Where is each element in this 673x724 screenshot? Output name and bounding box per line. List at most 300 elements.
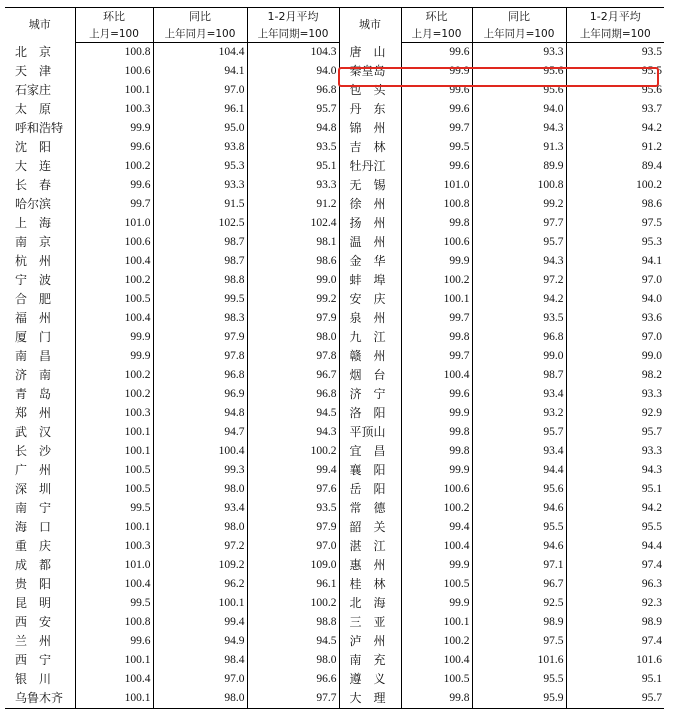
left-mom-cell: 100.3 — [75, 100, 153, 119]
right-yoy-cell: 99.0 — [472, 347, 566, 366]
right-city-cell: 秦皇岛 — [339, 62, 401, 81]
left-yoy-cell: 99.4 — [153, 613, 247, 632]
table-row — [5, 176, 664, 195]
left-city-cell: 西 安 — [15, 615, 52, 629]
left-yoy-cell: 96.9 — [153, 385, 247, 404]
right-avg-cell: 93.3 — [566, 385, 664, 404]
left-city-cell: 长 春 — [15, 178, 52, 192]
right-avg-cell: 98.9 — [566, 613, 664, 632]
right-mom-cell: 100.1 — [401, 613, 472, 632]
right-yoy-cell: 93.4 — [472, 442, 566, 461]
right-city-cell: 温 州 — [339, 233, 401, 252]
right-avg-cell: 91.2 — [566, 138, 664, 157]
table-row — [5, 423, 664, 442]
left-city-cell: 南 昌 — [15, 349, 52, 363]
left-avg-cell: 98.8 — [247, 613, 339, 632]
left-yoy-cell: 93.3 — [153, 176, 247, 195]
left-city-cell: 太 原 — [15, 102, 52, 116]
right-mom-cell: 100.2 — [401, 632, 472, 651]
right-city-cell: 徐 州 — [339, 195, 401, 214]
left-mom-cell: 99.5 — [75, 594, 153, 613]
right-mom-cell: 100.5 — [401, 575, 472, 594]
right-mom-cell: 100.4 — [401, 651, 472, 670]
right-city-cell: 济 宁 — [339, 385, 401, 404]
right-mom-cell: 99.6 — [401, 385, 472, 404]
right-mom-cell: 99.9 — [401, 404, 472, 423]
header-avg-right: 1-2月平均 — [566, 8, 664, 27]
left-avg-cell: 109.0 — [247, 556, 339, 575]
table-row — [5, 385, 664, 404]
table-row — [5, 537, 664, 556]
right-yoy-cell: 93.5 — [472, 309, 566, 328]
left-mom-cell: 99.5 — [75, 499, 153, 518]
left-yoy-cell: 95.0 — [153, 119, 247, 138]
table-row — [5, 252, 664, 271]
right-avg-cell: 94.2 — [566, 499, 664, 518]
right-avg-cell: 97.4 — [566, 556, 664, 575]
left-mom-cell: 99.6 — [75, 138, 153, 157]
table-row — [5, 461, 664, 480]
right-city-cell: 金 华 — [339, 252, 401, 271]
right-mom-cell: 99.8 — [401, 689, 472, 709]
left-yoy-cell: 100.1 — [153, 594, 247, 613]
right-mom-cell: 99.8 — [401, 423, 472, 442]
right-mom-cell: 100.6 — [401, 233, 472, 252]
left-yoy-cell: 98.0 — [153, 518, 247, 537]
left-avg-cell: 98.0 — [247, 651, 339, 670]
table-row — [5, 328, 664, 347]
left-yoy-cell: 96.8 — [153, 366, 247, 385]
left-city-cell: 南 京 — [15, 235, 52, 249]
right-yoy-cell: 95.7 — [472, 423, 566, 442]
table-row — [5, 556, 664, 575]
table-row — [5, 518, 664, 537]
left-mom-cell: 100.5 — [75, 461, 153, 480]
right-city-cell: 无 锡 — [339, 176, 401, 195]
right-yoy-cell: 89.9 — [472, 157, 566, 176]
table-row — [5, 271, 664, 290]
right-avg-cell: 97.4 — [566, 632, 664, 651]
left-yoy-cell: 98.7 — [153, 252, 247, 271]
right-avg-cell: 95.1 — [566, 480, 664, 499]
right-avg-cell: 92.3 — [566, 594, 664, 613]
left-mom-cell: 99.9 — [75, 328, 153, 347]
right-city-cell: 岳 阳 — [339, 480, 401, 499]
left-yoy-cell: 94.8 — [153, 404, 247, 423]
right-yoy-cell: 93.3 — [472, 43, 566, 63]
left-city-cell: 郑 州 — [15, 406, 52, 420]
right-yoy-cell: 94.0 — [472, 100, 566, 119]
right-city-cell: 吉 林 — [339, 138, 401, 157]
price-index-table — [5, 7, 664, 709]
right-avg-cell: 89.4 — [566, 157, 664, 176]
table-row — [5, 689, 664, 709]
right-avg-cell: 95.5 — [566, 62, 664, 81]
table-row — [5, 404, 664, 423]
right-avg-cell: 100.2 — [566, 176, 664, 195]
right-city-cell: 蚌 埠 — [339, 271, 401, 290]
left-avg-cell: 98.0 — [247, 328, 339, 347]
right-yoy-cell: 96.7 — [472, 575, 566, 594]
right-mom-cell: 99.9 — [401, 461, 472, 480]
right-avg-cell: 95.1 — [566, 670, 664, 689]
left-city-cell: 合 肥 — [15, 292, 52, 306]
right-mom-cell: 99.8 — [401, 442, 472, 461]
left-city-cell: 大 连 — [15, 159, 52, 173]
right-mom-cell: 101.0 — [401, 176, 472, 195]
right-avg-cell: 97.5 — [566, 214, 664, 233]
right-mom-cell: 99.9 — [401, 252, 472, 271]
left-yoy-cell: 97.9 — [153, 328, 247, 347]
right-city-cell: 平顶山 — [339, 423, 401, 442]
right-city-cell: 扬 州 — [339, 214, 401, 233]
right-avg-cell: 98.6 — [566, 195, 664, 214]
left-city-cell: 银 川 — [15, 672, 52, 686]
left-avg-cell: 93.5 — [247, 138, 339, 157]
left-avg-cell: 94.3 — [247, 423, 339, 442]
right-avg-cell: 96.3 — [566, 575, 664, 594]
left-yoy-cell: 96.2 — [153, 575, 247, 594]
right-city-cell: 安 庆 — [339, 290, 401, 309]
left-yoy-cell: 95.3 — [153, 157, 247, 176]
right-avg-cell: 93.5 — [566, 43, 664, 63]
header-avg-base: 上年同期=100 — [247, 26, 339, 43]
right-city-cell: 常 德 — [339, 499, 401, 518]
left-avg-cell: 97.0 — [247, 537, 339, 556]
left-city-cell: 杭 州 — [15, 254, 52, 268]
left-avg-cell: 95.7 — [247, 100, 339, 119]
table-row — [5, 81, 664, 100]
right-yoy-cell: 97.1 — [472, 556, 566, 575]
left-mom-cell: 100.4 — [75, 575, 153, 594]
left-city-cell: 青 岛 — [15, 387, 52, 401]
left-city-cell: 深 圳 — [15, 482, 52, 496]
right-city-cell: 桂 林 — [339, 575, 401, 594]
right-city-cell: 赣 州 — [339, 347, 401, 366]
right-mom-cell: 100.5 — [401, 670, 472, 689]
left-yoy-cell: 98.0 — [153, 480, 247, 499]
right-city-cell: 唐 山 — [339, 43, 401, 63]
right-yoy-cell: 94.6 — [472, 537, 566, 556]
right-avg-cell: 98.2 — [566, 366, 664, 385]
right-city-cell: 泸 州 — [339, 632, 401, 651]
right-avg-cell: 94.0 — [566, 290, 664, 309]
right-city-cell: 洛 阳 — [339, 404, 401, 423]
right-mom-cell: 99.9 — [401, 594, 472, 613]
right-yoy-cell: 99.2 — [472, 195, 566, 214]
left-mom-cell: 100.1 — [75, 442, 153, 461]
left-avg-cell: 97.8 — [247, 347, 339, 366]
right-mom-cell: 99.6 — [401, 81, 472, 100]
table-row — [5, 347, 664, 366]
right-yoy-cell: 97.2 — [472, 271, 566, 290]
right-city-cell: 九 江 — [339, 328, 401, 347]
right-yoy-cell: 94.3 — [472, 119, 566, 138]
right-yoy-cell: 92.5 — [472, 594, 566, 613]
right-avg-cell: 99.0 — [566, 347, 664, 366]
left-city-cell: 上 海 — [15, 216, 52, 230]
left-avg-cell: 98.6 — [247, 252, 339, 271]
right-avg-cell: 95.7 — [566, 423, 664, 442]
left-mom-cell: 100.5 — [75, 480, 153, 499]
left-mom-cell: 101.0 — [75, 556, 153, 575]
left-avg-cell: 99.4 — [247, 461, 339, 480]
right-mom-cell: 99.8 — [401, 328, 472, 347]
left-yoy-cell: 97.2 — [153, 537, 247, 556]
left-avg-cell: 96.1 — [247, 575, 339, 594]
header-mom-right: 环比 — [401, 8, 472, 27]
right-yoy-cell: 98.7 — [472, 366, 566, 385]
right-city-cell: 北 海 — [339, 594, 401, 613]
right-avg-cell: 95.6 — [566, 81, 664, 100]
table-row — [5, 499, 664, 518]
left-mom-cell: 100.5 — [75, 290, 153, 309]
left-city-cell: 哈尔滨 — [15, 197, 52, 211]
left-city-cell: 重 庆 — [15, 539, 52, 553]
left-city-cell: 呼和浩特 — [15, 121, 64, 135]
left-yoy-cell: 99.5 — [153, 290, 247, 309]
left-avg-cell: 97.9 — [247, 518, 339, 537]
right-mom-cell: 100.2 — [401, 499, 472, 518]
right-city-cell: 大 理 — [339, 689, 401, 709]
right-yoy-cell: 93.2 — [472, 404, 566, 423]
left-city-cell: 成 都 — [15, 558, 52, 572]
right-city-cell: 遵 义 — [339, 670, 401, 689]
left-avg-cell: 97.9 — [247, 309, 339, 328]
right-city-cell: 襄 阳 — [339, 461, 401, 480]
right-avg-cell: 94.4 — [566, 537, 664, 556]
left-mom-cell: 100.4 — [75, 309, 153, 328]
left-mom-cell: 100.1 — [75, 689, 153, 709]
right-mom-cell: 99.7 — [401, 347, 472, 366]
left-avg-cell: 94.5 — [247, 404, 339, 423]
table-row — [5, 442, 664, 461]
right-yoy-cell: 96.8 — [472, 328, 566, 347]
right-yoy-cell: 98.9 — [472, 613, 566, 632]
table-row — [5, 119, 664, 138]
right-mom-cell: 99.7 — [401, 309, 472, 328]
header-avg: 1-2月平均 — [247, 8, 339, 27]
right-yoy-cell: 95.6 — [472, 480, 566, 499]
right-mom-cell: 99.7 — [401, 119, 472, 138]
table-row — [5, 613, 664, 632]
left-yoy-cell: 96.1 — [153, 100, 247, 119]
table-row — [5, 480, 664, 499]
left-mom-cell: 99.6 — [75, 632, 153, 651]
right-city-cell: 湛 江 — [339, 537, 401, 556]
right-city-cell: 烟 台 — [339, 366, 401, 385]
right-yoy-cell: 95.9 — [472, 689, 566, 709]
left-yoy-cell: 94.7 — [153, 423, 247, 442]
right-yoy-cell: 94.4 — [472, 461, 566, 480]
right-avg-cell: 94.3 — [566, 461, 664, 480]
left-avg-cell: 97.6 — [247, 480, 339, 499]
right-avg-cell: 95.7 — [566, 689, 664, 709]
right-yoy-cell: 95.5 — [472, 670, 566, 689]
right-mom-cell: 99.9 — [401, 556, 472, 575]
left-mom-cell: 99.7 — [75, 195, 153, 214]
right-mom-cell: 99.8 — [401, 214, 472, 233]
table-row — [5, 43, 664, 63]
left-city-cell: 宁 波 — [15, 273, 52, 287]
left-city-cell: 北 京 — [15, 44, 52, 59]
left-city-cell: 昆 明 — [15, 596, 52, 610]
right-avg-cell: 92.9 — [566, 404, 664, 423]
right-avg-cell: 93.7 — [566, 100, 664, 119]
header-yoy-right: 同比 — [472, 8, 566, 27]
header-avg-base-right: 上年同期=100 — [566, 26, 664, 43]
right-mom-cell: 100.1 — [401, 290, 472, 309]
right-city-cell: 韶 关 — [339, 518, 401, 537]
left-city-cell: 天 津 — [15, 64, 52, 78]
left-city-cell: 广 州 — [15, 463, 52, 477]
left-mom-cell: 99.6 — [75, 176, 153, 195]
table-row — [5, 651, 664, 670]
table-row — [5, 157, 664, 176]
left-mom-cell: 101.0 — [75, 214, 153, 233]
table-row — [5, 195, 664, 214]
right-yoy-cell: 100.8 — [472, 176, 566, 195]
header-mom-base-right: 上月=100 — [401, 26, 472, 43]
left-yoy-cell: 97.0 — [153, 81, 247, 100]
header-yoy-base: 上年同月=100 — [153, 26, 247, 43]
left-yoy-cell: 94.1 — [153, 62, 247, 81]
left-yoy-cell: 98.0 — [153, 689, 247, 709]
header-row-1 — [5, 8, 664, 27]
left-yoy-cell: 104.4 — [153, 43, 247, 63]
left-avg-cell: 104.3 — [247, 43, 339, 63]
right-yoy-cell: 94.3 — [472, 252, 566, 271]
right-city-cell: 丹 东 — [339, 100, 401, 119]
right-mom-cell: 100.6 — [401, 480, 472, 499]
left-yoy-cell: 100.4 — [153, 442, 247, 461]
right-yoy-cell: 91.3 — [472, 138, 566, 157]
left-city-cell: 乌鲁木齐 — [5, 689, 75, 709]
left-yoy-cell: 91.5 — [153, 195, 247, 214]
left-avg-cell: 94.8 — [247, 119, 339, 138]
right-yoy-cell: 97.7 — [472, 214, 566, 233]
right-avg-cell: 95.5 — [566, 518, 664, 537]
left-yoy-cell: 102.5 — [153, 214, 247, 233]
left-mom-cell: 100.6 — [75, 233, 153, 252]
left-avg-cell: 91.2 — [247, 195, 339, 214]
header-mom: 环比 — [75, 8, 153, 27]
left-yoy-cell: 93.8 — [153, 138, 247, 157]
header-mom-base: 上月=100 — [75, 26, 153, 43]
left-mom-cell: 100.3 — [75, 537, 153, 556]
left-yoy-cell: 99.3 — [153, 461, 247, 480]
left-mom-cell: 100.2 — [75, 157, 153, 176]
left-mom-cell: 100.2 — [75, 271, 153, 290]
right-avg-cell: 94.2 — [566, 119, 664, 138]
table-row — [5, 309, 664, 328]
left-avg-cell: 96.8 — [247, 81, 339, 100]
right-mom-cell: 100.8 — [401, 195, 472, 214]
right-avg-cell: 97.0 — [566, 271, 664, 290]
left-yoy-cell: 97.0 — [153, 670, 247, 689]
left-mom-cell: 100.8 — [75, 43, 153, 63]
right-yoy-cell: 95.6 — [472, 62, 566, 81]
right-mom-cell: 99.4 — [401, 518, 472, 537]
right-mom-cell: 99.9 — [401, 62, 472, 81]
right-avg-cell: 94.1 — [566, 252, 664, 271]
table-row — [5, 670, 664, 689]
right-avg-cell: 101.6 — [566, 651, 664, 670]
right-city-cell: 宜 昌 — [339, 442, 401, 461]
header-row-2 — [5, 26, 664, 43]
table-row — [5, 138, 664, 157]
left-yoy-cell: 98.3 — [153, 309, 247, 328]
right-avg-cell: 95.3 — [566, 233, 664, 252]
right-yoy-cell: 97.5 — [472, 632, 566, 651]
right-city-cell: 泉 州 — [339, 309, 401, 328]
right-city-cell: 惠 州 — [339, 556, 401, 575]
left-mom-cell: 100.8 — [75, 613, 153, 632]
left-avg-cell: 94.5 — [247, 632, 339, 651]
header-city: 城市 — [5, 8, 75, 43]
left-mom-cell: 100.4 — [75, 670, 153, 689]
left-city-cell: 兰 州 — [15, 634, 52, 648]
left-mom-cell: 100.1 — [75, 81, 153, 100]
right-yoy-cell: 94.2 — [472, 290, 566, 309]
left-avg-cell: 93.5 — [247, 499, 339, 518]
right-mom-cell: 99.6 — [401, 157, 472, 176]
table-row — [5, 594, 664, 613]
left-avg-cell: 96.8 — [247, 385, 339, 404]
left-mom-cell: 100.1 — [75, 518, 153, 537]
left-mom-cell: 99.9 — [75, 119, 153, 138]
left-mom-cell: 100.6 — [75, 62, 153, 81]
left-avg-cell: 99.2 — [247, 290, 339, 309]
left-city-cell: 长 沙 — [15, 444, 52, 458]
right-yoy-cell: 94.6 — [472, 499, 566, 518]
left-city-cell: 西 宁 — [15, 653, 52, 667]
right-avg-cell: 93.6 — [566, 309, 664, 328]
table-row — [5, 233, 664, 252]
right-city-cell: 牡丹江 — [339, 157, 401, 176]
left-avg-cell: 99.0 — [247, 271, 339, 290]
table-row — [5, 575, 664, 594]
right-mom-cell: 100.4 — [401, 366, 472, 385]
left-mom-cell: 100.2 — [75, 385, 153, 404]
table-row — [5, 290, 664, 309]
left-mom-cell: 99.9 — [75, 347, 153, 366]
right-yoy-cell: 101.6 — [472, 651, 566, 670]
left-city-cell: 沈 阳 — [15, 140, 52, 154]
left-yoy-cell: 97.8 — [153, 347, 247, 366]
left-avg-cell: 98.1 — [247, 233, 339, 252]
left-yoy-cell: 98.7 — [153, 233, 247, 252]
left-mom-cell: 100.3 — [75, 404, 153, 423]
left-city-cell: 南 宁 — [15, 501, 52, 515]
right-city-cell: 锦 州 — [339, 119, 401, 138]
left-city-cell: 石家庄 — [15, 83, 52, 97]
left-yoy-cell: 93.4 — [153, 499, 247, 518]
left-city-cell: 贵 阳 — [15, 577, 52, 591]
right-city-cell: 南 充 — [339, 651, 401, 670]
left-city-cell: 厦 门 — [15, 330, 52, 344]
left-avg-cell: 96.7 — [247, 366, 339, 385]
table-row — [5, 62, 664, 81]
right-city-cell: 包 头 — [339, 81, 401, 100]
left-yoy-cell: 109.2 — [153, 556, 247, 575]
left-yoy-cell: 94.9 — [153, 632, 247, 651]
table-row — [5, 632, 664, 651]
right-mom-cell: 99.5 — [401, 138, 472, 157]
left-avg-cell: 95.1 — [247, 157, 339, 176]
table-row — [5, 100, 664, 119]
left-avg-cell: 93.3 — [247, 176, 339, 195]
